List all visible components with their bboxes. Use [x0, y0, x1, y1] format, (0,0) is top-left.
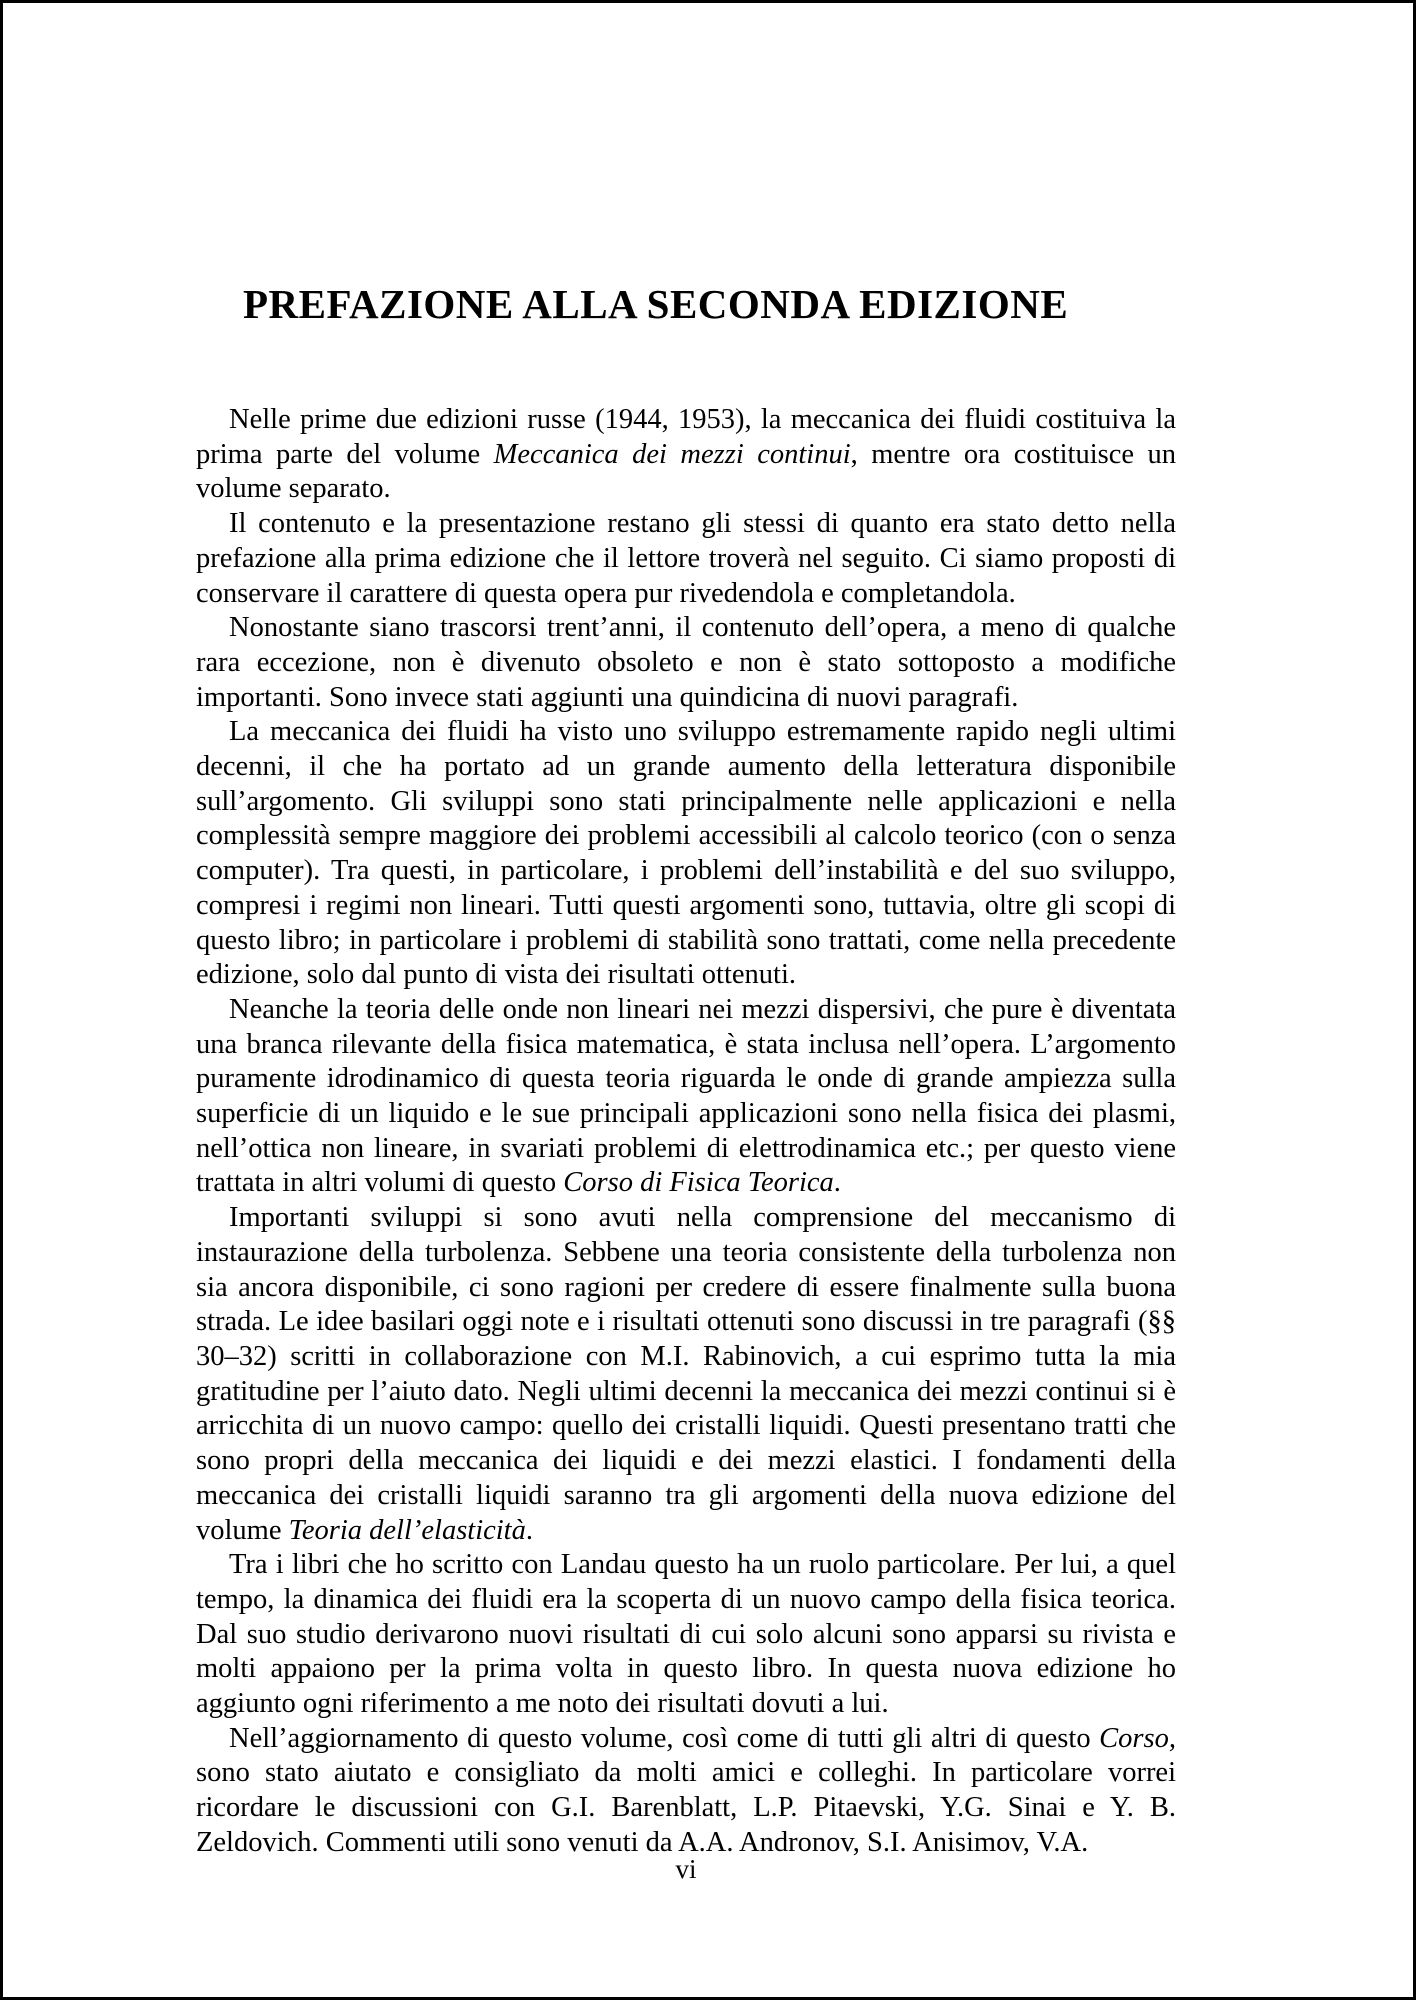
body-text: , mentre ora costituisce un volume separato. [196, 438, 1177, 505]
paragraph [196, 715, 1176, 993]
paragraph [196, 1548, 1176, 1722]
body-text: Il contenuto e la presentazione restano gli stessi di quanto era stato detto nella prefazione alla prima edizione che il lettore troverà nel seguito. Ci siamo proposti di conservare il carattere di questa opera pur rivedendola e completandola. [196, 508, 1176, 609]
italic-text: Teoria dell’elasticità [288, 1514, 526, 1546]
paragraph [196, 611, 1176, 715]
body-text: sono stato aiutato e consigliato da molti amici e colleghi. In particolare vorrei ricordare le discussioni con G.I. Barenblatt, L.P. Pitaevski, Y.G. Sinai e Y. B. Zeldovich. Commenti utili sono venuti da A.A. Andronov, S.I. Anisimov, V.A. [196, 1757, 1176, 1858]
body-text: . [525, 1514, 533, 1546]
paragraph [196, 403, 1176, 507]
paragraph [196, 1201, 1176, 1548]
italic-text: Corso, [1099, 1722, 1176, 1754]
body-text: Neanche la teoria delle onde non lineari nei mezzi dispersivi, che pure è diventata una branca rilevante della fisica matematica, è stata inclusa nell’opera. L’argomento puramente idrodinamico di questa teoria riguarda le onde di grande ampiezza sulla superficie di un liquido e le sue principali applicazioni sono nella fisica dei plasmi, nell’ottica non lineare, in svariati problemi di elettrodinamica etc.; per questo viene trattata in altri volumi di questo [196, 993, 1176, 1199]
body-text: . [833, 1167, 841, 1199]
paragraph [196, 507, 1176, 611]
italic-text: Corso di Fisica Teorica [563, 1167, 834, 1199]
body-text: La meccanica dei fluidi ha visto uno sviluppo estremamente rapido negli ultimi decenni, il che ha portato ad un grande aumento della letteratura disponibile sull’argomento. Gli sviluppi sono stati principalmente nelle applicazioni e nella complessità sempre maggiore dei problemi accessibili al calcolo teorico (con o senza computer). Tra questi, in particolare, i problemi dell’instabilità e del suo sviluppo, compresi i regimi non lineari. Tutti questi argomenti sono, tuttavia, oltre gli scopi di questo libro; in particolare i problemi di stabilità sono trattati, come nella precedente edizione, solo dal punto di vista dei risultati ottenuti. [196, 716, 1176, 991]
body-text: Tra i libri che ho scritto con Landau questo ha un ruolo particolare. Per lui, a quel tempo, la dinamica dei fluidi era la scoperta di un nuovo campo della fisica teorica. Dal suo studio derivarono nuovi risultati di cui solo alcuni sono apparsi su rivista e molti appaiono per la prima volta in questo libro. In questa nuova edizione ho aggiunto ogni riferimento a me noto dei risultati dovuti a lui. [196, 1549, 1176, 1720]
body-text: Nonostante siano trascorsi trent’anni, il contenuto dell’opera, a meno di qualche rara eccezione, non è divenuto obsoleto e non è stato sottoposto a modifiche importanti. Sono invece stati aggiunti una quindicina di nuovi paragrafi. [196, 612, 1176, 713]
preface-paragraphs [196, 403, 1176, 1861]
page-title: PREFAZIONE ALLA SECONDA EDIZIONE [243, 281, 1069, 327]
body-text: Importanti sviluppi si sono avuti nella comprensione del meccanismo di instaurazione della turbolenza. Sebbene una teoria consistente della turbolenza non sia ancora disponibile, ci sono ragioni per credere di essere finalmente sulla buona strada. Le idee basilari oggi note e i risultati ottenuti sono discussi in tre paragrafi (§§ 30–32) scritti in collaborazione con M.I. Rabinovich, a cui esprimo tutta la mia gratitudine per l’aiuto dato. Negli ultimi decenni la meccanica dei mezzi continui si è arricchita di un nuovo campo: quello dei cristalli liquidi. Questi presentano tratti che sono propri della meccanica dei liquidi e dei mezzi elastici. I fondamenti della meccanica dei cristalli liquidi saranno tra gli argomenti della nuova edizione del volume [196, 1202, 1176, 1546]
text-block [196, 3, 1176, 1861]
paragraph [196, 1722, 1176, 1861]
body-text: Nell’aggiornamento di questo volume, così come di tutti gli altri di questo [229, 1722, 1100, 1754]
page-number: vi [675, 1854, 697, 1884]
paragraph [196, 993, 1176, 1201]
body-text: Nelle prime due edizioni russe (1944, 1953), la meccanica dei fluidi costituiva la prima parte del volume [196, 404, 1176, 470]
italic-text: Meccanica dei mezzi continui [493, 438, 851, 470]
